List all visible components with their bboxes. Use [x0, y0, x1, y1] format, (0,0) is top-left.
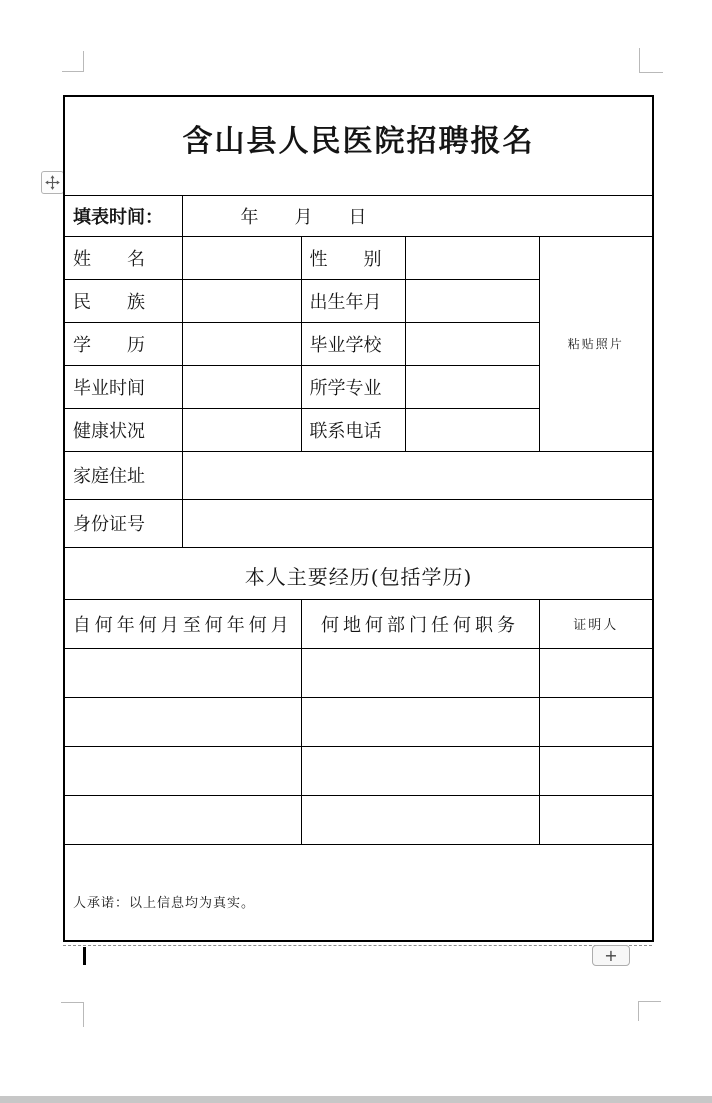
ethnicity-label: 民 族	[64, 279, 182, 322]
margin-mark-top-right	[639, 48, 663, 73]
experience-reference-header: 证明人	[539, 599, 653, 648]
id-number-value-cell[interactable]	[182, 499, 653, 547]
major-value-cell[interactable]	[405, 365, 539, 408]
margin-mark-bottom-right	[638, 1001, 661, 1021]
experience-reference-cell[interactable]	[539, 795, 653, 844]
gender-value-cell[interactable]	[405, 236, 539, 279]
plus-icon: +	[604, 945, 618, 965]
id-number-label: 身份证号	[64, 499, 182, 547]
experience-position-cell[interactable]	[301, 697, 539, 746]
experience-position-header: 何地何部门任何职务	[301, 599, 539, 648]
declaration-cell[interactable]	[64, 844, 653, 941]
page-bottom-text-boundary	[63, 945, 652, 946]
graduation-school-value-cell[interactable]	[405, 322, 539, 365]
graduation-date-label: 毕业时间	[64, 365, 182, 408]
experience-period-cell[interactable]	[64, 795, 301, 844]
major-label: 所学专业	[301, 365, 405, 408]
health-value-cell[interactable]	[182, 408, 301, 451]
experience-reference-cell[interactable]	[539, 648, 653, 697]
home-address-label: 家庭住址	[64, 451, 182, 499]
experience-position-cell[interactable]	[301, 648, 539, 697]
education-label: 学 历	[64, 322, 182, 365]
fill-time-value-cell[interactable]: 年 月 日	[182, 195, 653, 236]
margin-mark-bottom-left	[61, 1002, 84, 1027]
birth-date-value-cell[interactable]	[405, 279, 539, 322]
name-value-cell[interactable]	[182, 236, 301, 279]
photo-paste-area[interactable]: 粘贴照片	[539, 236, 653, 451]
bottom-scroll-track	[0, 1096, 712, 1103]
education-value-cell[interactable]	[182, 322, 301, 365]
experience-position-cell[interactable]	[301, 746, 539, 795]
add-page-button[interactable]	[592, 945, 630, 966]
experience-reference-cell[interactable]	[539, 697, 653, 746]
fill-time-label: 填表时间：	[64, 195, 182, 236]
text-cursor	[83, 947, 86, 965]
ethnicity-value-cell[interactable]	[182, 279, 301, 322]
declaration-text: 人承诺：以上信息均为真实。	[73, 895, 256, 911]
birth-date-label: 出生年月	[301, 279, 405, 322]
home-address-value-cell[interactable]	[182, 451, 653, 499]
graduation-school-label: 毕业学校	[301, 322, 405, 365]
experience-period-cell[interactable]	[64, 648, 301, 697]
experience-position-cell[interactable]	[301, 795, 539, 844]
phone-value-cell[interactable]	[405, 408, 539, 451]
application-form-table	[63, 95, 654, 942]
experience-period-cell[interactable]	[64, 697, 301, 746]
experience-section-title: 本人主要经历(包括学历)	[64, 547, 653, 599]
margin-mark-top-left	[62, 51, 84, 72]
phone-label: 联系电话	[301, 408, 405, 451]
table-move-handle[interactable]	[41, 171, 64, 194]
experience-reference-cell[interactable]	[539, 746, 653, 795]
move-arrows-icon	[45, 175, 60, 190]
graduation-date-value-cell[interactable]	[182, 365, 301, 408]
form-title: 含山县人民医院招聘报名	[64, 96, 653, 195]
experience-period-cell[interactable]	[64, 746, 301, 795]
name-label: 姓 名	[64, 236, 182, 279]
experience-period-header: 自何年何月至何年何月	[64, 599, 301, 648]
health-label: 健康状况	[64, 408, 182, 451]
gender-label: 性 别	[301, 236, 405, 279]
